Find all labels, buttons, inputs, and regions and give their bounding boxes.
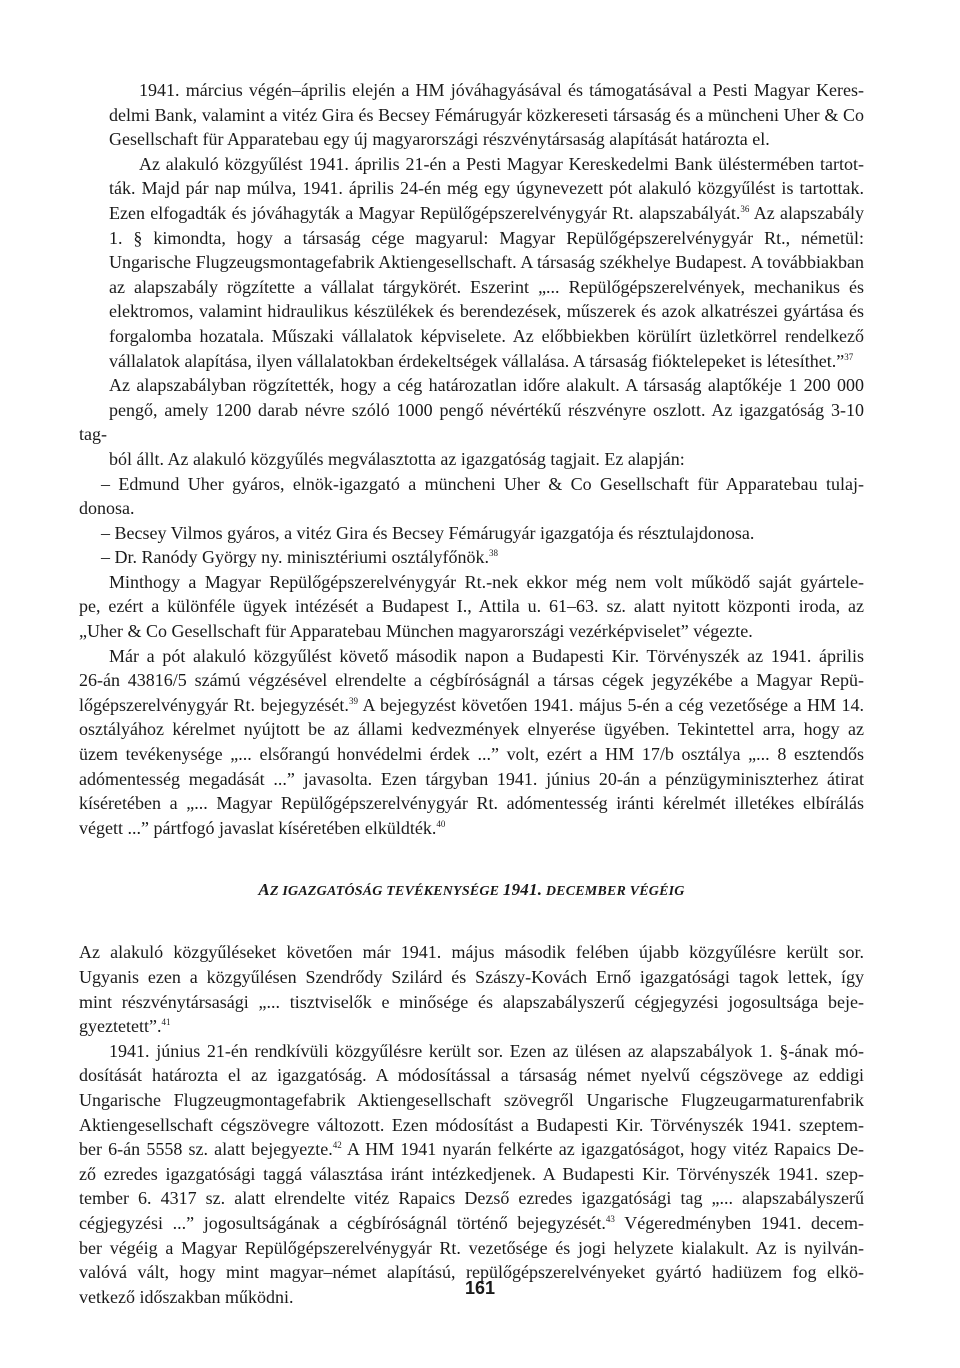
paragraph-office xyxy=(79,570,864,644)
text-line: 1941. június 21-én rendkívüli közgyűlésre került sor. Ezen az ülésen az alapszabályok 1. §-ának mó- xyxy=(109,1040,864,1061)
text-line: forgalomba hozatala. Műszaki vállalatok képviselete. Az előbbiekben körülírt üzletkörrel rendelkező xyxy=(109,325,864,346)
spacer xyxy=(79,900,864,940)
text-line: delmi Bank, valamint a vitéz Gira és Becsey Fémárugyár közkereseti társaság és a müncheni Uher & Co xyxy=(109,104,864,125)
footnote-ref-36: 36 xyxy=(740,203,750,214)
text-segment: végett ...” pártfogó javaslat kíséretében elküldték. xyxy=(79,817,437,838)
paragraph-founding xyxy=(79,78,864,472)
text-line: mint részvénytársasági „... tisztviselők e minősége és alapszabályszerű cégjegyzési jogosultsága beje- xyxy=(79,991,864,1012)
text-line: Minthogy a Magyar Repülőgépszerelvénygyár Rt.-nek ekkor még nem volt működő saját gyártele- xyxy=(109,571,864,592)
text-line: vetkező időszakban működni. xyxy=(79,1286,294,1307)
text-segment: Ezen elfogadták és jóváhagyták a Magyar Repülőgépszerelvénygyár Rt. alapszabályát. xyxy=(109,202,741,223)
text-line: kíséretében a „... Magyar Repülőgépszerelvénygyár Rt. adómentesség iránti kérelmét illetékes elbírálás xyxy=(79,793,864,814)
text-line: ber végéig a Magyar Repülőgépszerelvénygyár Rt. vezetősége és jogi helyzete kialakult. Az is nyilván- xyxy=(79,1237,864,1258)
text-segment: Végeredményben 1941. decem- xyxy=(614,1212,865,1233)
text-segment: A HM 1941 nyarán felkérte az igazgatóságot, hogy vitéz Rapaics De- xyxy=(341,1139,864,1160)
text-segment: vállalatok alapítása, ilyen vállalatokban érdekeltségek vállalása. A társaság fióktelepeket is létesíthet.” xyxy=(109,350,845,371)
text-line xyxy=(79,1137,864,1162)
text-segment: A bejegyzést követően 1941. május 5-én a cég vezetősége a HM 14. xyxy=(357,694,865,715)
text-segment: cégjegyzési ...” jogosultságának a cégbíróságnál történő bejegyzését. xyxy=(79,1212,606,1233)
text-line: ző ezredes igazgatósági taggá választása iránt intézkedjenek. A Budapesti Kir. Törvényszék 1941. szep- xyxy=(79,1163,864,1184)
text-line xyxy=(79,349,864,374)
list-item: – Edmund Uher gyáros, elnök-igazgató a müncheni Uher & Co Gesellschaft für Apparatebau tulaj- xyxy=(101,473,864,494)
footnote-ref-42: 42 xyxy=(332,1140,342,1151)
text-line: Gesellschaft für Apparatebau egy új magyarországi részvénytársaság alapítását határozta el. xyxy=(109,129,770,150)
text-line: Aktiengesellschaft cégszövegre változott. Ezen módosítást a Budapesti Kir. Törvényszék 1941. szeptem- xyxy=(79,1114,864,1135)
text-line xyxy=(79,816,864,841)
heading-text-end: DECEMBER VÉGÉIG xyxy=(542,884,685,900)
page-number: 161 xyxy=(464,1278,496,1298)
text-line: Ugyanis ezen a közgyűlésen Szendrődy Szilárd és Szászy-Kovách Ernő igazgatósági tagok lettek, így xyxy=(79,967,864,987)
text-line: Az alakuló közgyűléseket követően már 1941. május második felében újabb közgyűlésre került sor. xyxy=(79,942,864,963)
spacer xyxy=(79,840,864,880)
footnote-ref-39: 39 xyxy=(348,695,358,706)
text-line xyxy=(79,693,864,718)
text-line: valóvá vált, hogy mint magyar–német alapítású, repülőgépszerelvényeket gyártó hadiüzem fog elkö- xyxy=(79,1262,864,1283)
footnote-ref-41: 41 xyxy=(161,1017,171,1028)
text-line: Ungarische Flugzeugsmontagefabrik Aktiengesellschaft. A társaság székhelye Budapest. A továbbiakban xyxy=(109,252,864,273)
section-heading xyxy=(79,880,864,900)
heading-year: 1941. xyxy=(502,880,543,900)
footnote-ref-43: 43 xyxy=(605,1213,615,1224)
text-line: pengő, amely 1200 darab névre szóló 1000 pengő névértékű részvényre oszlott. Az igazgatóság 3-10 tag- xyxy=(79,399,864,445)
document-page xyxy=(79,78,864,1309)
text-line: „Uher & Co Gesellschaft für Apparatebau München magyarországi vezérképviselet” végezte. xyxy=(79,621,753,642)
text-line: Az alakuló közgyűlést 1941. április 21-én a Pesti Magyar Kereskedelmi Bank üléstermében tartot- xyxy=(139,153,864,174)
text-line xyxy=(79,1014,864,1039)
text-line: ták. Majd pár nap múlva, 1941. április 24-én még egy úgynevezett pót alakuló közgyűlést is tartottak. xyxy=(109,178,864,199)
text-line: elektromos, valamint hidraulikus készülékek és berendezések, műszerek és azok alkatrészei gyártása és xyxy=(109,301,864,322)
text-line xyxy=(79,201,864,226)
board-member-list xyxy=(79,472,864,570)
text-line: adómentesség megadását ...” javasolta. Ezen tárgyban 1941. június 20-án a pénzügyminiszterhez átirat xyxy=(79,768,864,789)
text-line: tember 6. 4317 sz. alatt elrendelte vitéz Rapaics Dezső ezredes igazgatósági tag „... alapszabályszerű xyxy=(79,1188,864,1209)
text-line: az alapszabály rögzítette a vállalat tárgykörét. Eszerint „... Repülőgépszerelvények, mechanikus és xyxy=(109,276,864,297)
footnote-ref-37: 37 xyxy=(844,351,854,362)
list-item xyxy=(79,545,864,570)
text-line: 1941. március végén–április elején a HM jóváhagyásával és támogatásával a Pesti Magyar Keres- xyxy=(139,80,864,100)
text-line xyxy=(79,1211,864,1236)
footnote-ref-38: 38 xyxy=(488,548,498,559)
text-line: Az alapszabályban rögzítették, hogy a cég határozatlan időre alakult. A társaság alaptőkéje 1 200 000 xyxy=(109,375,864,396)
list-item: – Becsey Vilmos gyáros, a vitéz Gira és Becsey Fémárugyár igazgatója és résztulajdonosa. xyxy=(101,522,755,543)
paragraph-second-meeting xyxy=(79,940,864,1038)
footnote-ref-40: 40 xyxy=(436,818,446,829)
text-segment: lőgépszerelvénygyár Rt. bejegyzését. xyxy=(79,694,349,715)
heading-text: Z IGAZGATÓSÁG TEVÉKENYSÉGE xyxy=(269,884,503,900)
text-segment: ber 6-án 5558 sz. alatt bejegyezte. xyxy=(79,1139,333,1160)
paragraph-extraordinary-meeting xyxy=(79,1039,864,1310)
heading-initial: A xyxy=(258,880,270,900)
text-line: osztályához kérelmet nyújtott be az állami kedvezmények elnyerése ügyében. Tekintettel arra, hogy az xyxy=(79,719,864,740)
text-line: Ungarische Flugzeugmontagefabrik Aktiengesellschaft szövegről Ungarische Flugzeugarmaturenfabrik xyxy=(79,1089,864,1110)
list-item-continuation: donosa. xyxy=(79,498,135,519)
text-line: 26-án 43816/5 számú végzésével elrendelte a cégbíróságnál a társas cégek jegyzékébe a Magyar Repü- xyxy=(79,670,864,691)
text-line: pe, ezért a különféle ügyek intézését a Budapest I., Attila u. 61–63. sz. alatt nyitott központi iroda, az xyxy=(79,596,864,617)
text-line: ból állt. Az alakuló közgyűlés megválasztotta az igazgatóság tagjait. Ez alapján: xyxy=(109,448,685,469)
paragraph-registration xyxy=(79,644,864,841)
text-line: dosítását határozta el az igazgatóság. A módosítással a társaság német nyelvű cégszövege az eddigi xyxy=(79,1065,864,1086)
text-line: üzem tevékenysége „... elsőrangú honvédelmi érdek ...” volt, ezért a HM 17/b osztálya „... 8 esztendős xyxy=(79,744,864,765)
text-line: 1. § kimondta, hogy a társaság cége magyarul: Magyar Repülőgépszerelvénygyár Rt., németül: xyxy=(109,227,864,248)
text-segment: – Dr. Ranódy György ny. minisztériumi osztályfőnök. xyxy=(101,547,489,568)
text-line: Már a pót alakuló közgyűlést követő második napon a Budapesti Kir. Törvényszék az 1941. április xyxy=(109,645,864,666)
text-segment: Az alapszabály xyxy=(749,202,864,223)
text-segment: gyeztetett”. xyxy=(79,1016,162,1037)
